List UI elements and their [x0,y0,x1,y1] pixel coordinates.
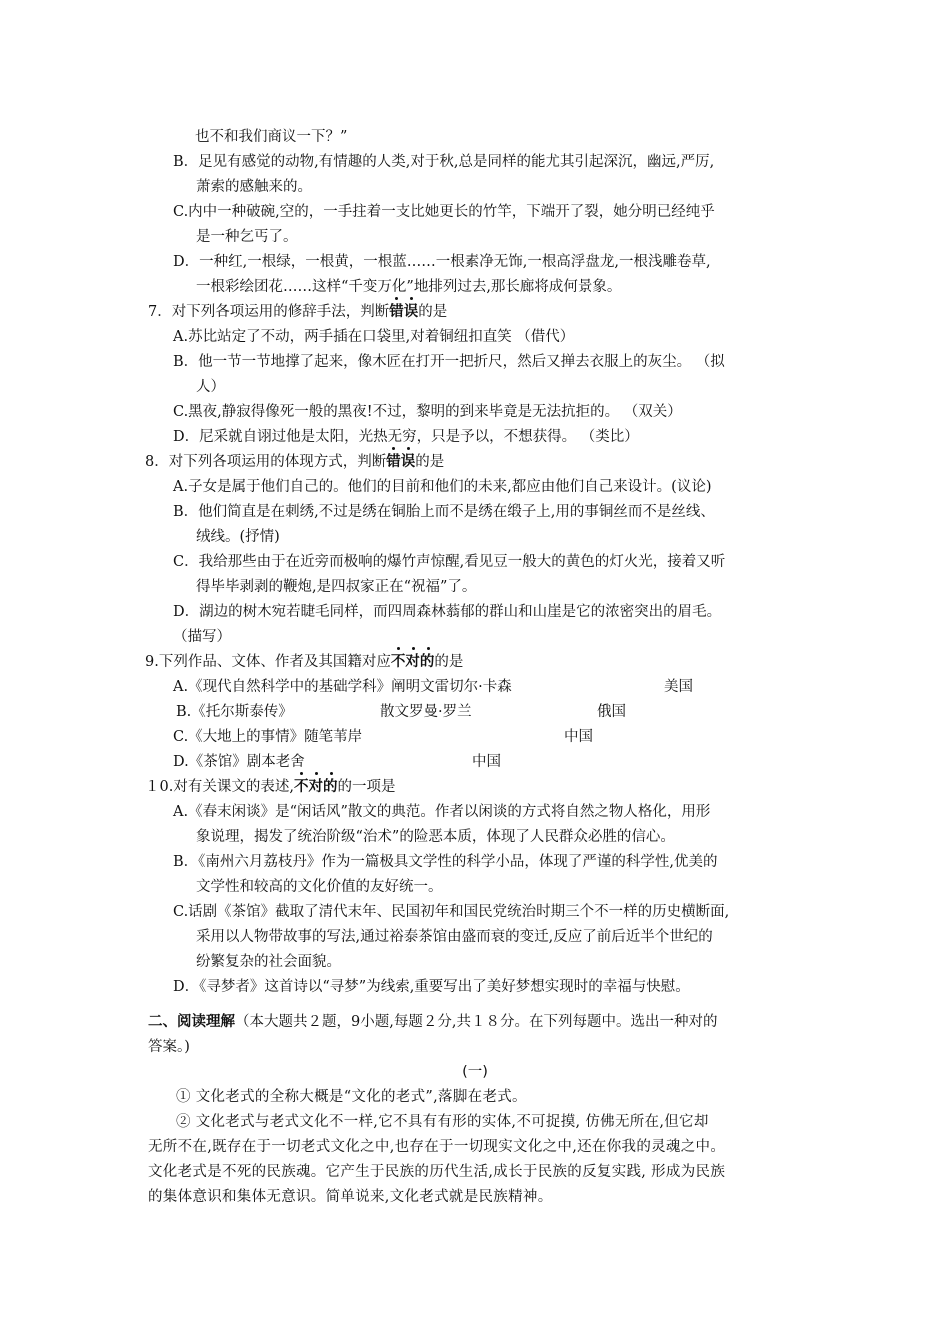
text-line: B．他一节一节地撑了起来，像木匠在打开一把折尺，然后又掸去衣服上的灰尘。 （拟 [173,354,725,370]
passage-paragraph-1: ① 文化老式的全称大概是“文化的老式”,落脚在老式。 [176,1089,527,1105]
text-line: 得毕毕剥剥的鞭炮,是四叔家正在“祝福”了。 [196,579,477,595]
text-line: 中国 [564,729,593,745]
passage-paragraph-2-line-3: 文化老式是不死的民族魂。它产生于民族的历代生活,成长于民族的反复实践, 形成为民族 [148,1164,726,1180]
text-line: 文学性和较高的文化价值的友好统一。 [196,879,443,895]
q10-stem-text: １0.对有关课文的表述, [145,779,294,795]
passage-paragraph-2-line-2: 无所不在,既存在于一切老式文化之中,也存在于一切现实文化之中,还在你我的灵魂之中。 [148,1139,726,1155]
text-line: D.《茶馆》剧本老舍 [173,754,305,770]
text-line: 美国 [664,679,693,695]
section-2-description: （本大题共２题，9小题,每题２分,共１８分。在下列每题中。选出一种对的 [235,1014,718,1030]
question-7-stem [148,302,447,322]
text-line: 象说理，揭发了统治阶级“治术”的险恶本质，体现了人民群众必胜的信心。 [196,829,675,845]
text-line: 中国 [472,754,501,770]
question-9-stem [145,652,463,672]
text-line: 萧索的感触来的。 [196,179,312,195]
text-line: C.内中一种破碗,空的，一手拄着一支比她更长的竹竿，下端开了裂，她分明已经纯乎 [173,204,715,220]
passage-paragraph-2-line-4: 的集体意识和集体无意识。简单说来,文化老式就是民族精神。 [148,1189,553,1205]
text-line: A.《春末闲谈》是“闲话风”散文的典范。作者以闲谈的方式将自然之物人格化，用形 [173,804,711,820]
q7-stem-text: 7．对下列各项运用的修辞手法，判断 [148,304,390,320]
passage-paragraph-2-line-1: ② 文化老式与老式文化不一样,它不具有有形的实体,不可捉摸, 仿佛无所在,但它却 [176,1114,709,1130]
q10-emphasis-text: 不对的 [293,779,338,795]
q7-emphasis [389,304,418,320]
q9-stem-text: 9.下列作品、文体、作者及其国籍对应 [145,654,391,670]
text-line: A.苏比站定了不动，两手插在口袋里,对着铜纽扣直笑 （借代） [173,329,575,345]
text-line: B.《托尔斯泰传》 [176,704,293,720]
text-line: （描写） [173,629,231,645]
passage-heading: (一) [462,1064,488,1080]
text-line: D．湖边的树木宛若睫毛同样，而四周森林蓊郁的群山和山崖是它的浓密突出的眉毛。 [173,604,722,620]
text-line: D．《寻梦者》这首诗以“寻梦”为线索,重要写出了美好梦想实现时的幸福与快慰。 [173,979,690,995]
text-line: 绒线。(抒情) [196,529,280,545]
q9-stem-tail: 的是 [434,654,464,670]
q10-emphasis [294,779,338,795]
text-line: 也不和我们商议一下？” [195,129,348,145]
text-line: D．一种红,一根绿，一根黄，一根蓝……一根素净无饰,一根高浮盘龙,一根浅雕卷草, [173,254,711,270]
question-10-stem [145,777,395,797]
q8-stem-tail: 的是 [415,454,445,470]
text-line: 采用以人物带故事的写法,通过裕泰茶馆由盛而衰的变迁,反应了前后近半个世纪的 [196,929,713,945]
q9-emphasis-text: 不对的 [390,654,435,670]
q7-emphasis-text: 错误 [389,304,419,320]
text-line: B．足见有感觉的动物,有情趣的人类,对于秋,总是同样的能尤其引起深沉，幽远,严厉, [173,154,715,170]
question-8-stem [145,452,444,472]
section-2-header [148,1012,717,1032]
q8-stem-text: 8．对下列各项运用的体现方式，判断 [145,454,387,470]
text-line: C．我给那些由于在近旁而极响的爆竹声惊醒,看见豆一般大的黄色的灯火光，接着又听 [173,554,726,570]
text-line: C.话剧《茶馆》截取了清代末年、民国初年和国民党统治时期三个不一样的历史横断面, [173,904,730,920]
text-line: B．他们简直是在刺绣,不过是绣在铜胎上而不是绣在缎子上,用的事铜丝而不是丝线、 [173,504,715,520]
text-line: B．《南州六月荔枝丹》作为一篇极具文学性的科学小品，体现了严谨的科学性,优美的 [173,854,718,870]
text-line: 一根彩绘团花……这样“千变万化”地排列过去,那长廊将成何景象。 [196,279,622,295]
text-line: 俄国 [597,704,626,720]
text-line: 散文罗曼·罗兰 [380,704,472,720]
q9-emphasis [391,654,435,670]
text-line: 答案。) [148,1039,190,1055]
text-line: C.《大地上的事情》随笔苇岸 [173,729,363,745]
text-line: C.黑夜,静寂得像死一般的黑夜!不过，黎明的到来毕竟是无法抗拒的。 （双关） [173,404,682,420]
text-line: A.《现代自然科学中的基础学科》阐明文雷切尔·卡森 [173,679,512,695]
q8-emphasis-text: 错误 [386,454,416,470]
text-line: 人） [196,379,225,395]
q8-emphasis [386,454,415,470]
text-line: 纷繁复杂的社会面貌。 [196,954,341,970]
q10-stem-tail: 的一项是 [337,779,396,795]
section-2-title: 二、阅读理解 [148,1014,235,1030]
text-line: D．尼采就自诩过他是太阳，光热无穷，只是予以，不想获得。 （类比） [173,429,639,445]
text-line: 是一种乞丐了。 [196,229,298,245]
text-line: A.子女是属于他们自己的。他们的目前和他们的未来,都应由他们自己来设计。(议论) [173,479,712,495]
q7-stem-tail: 的是 [418,304,448,320]
